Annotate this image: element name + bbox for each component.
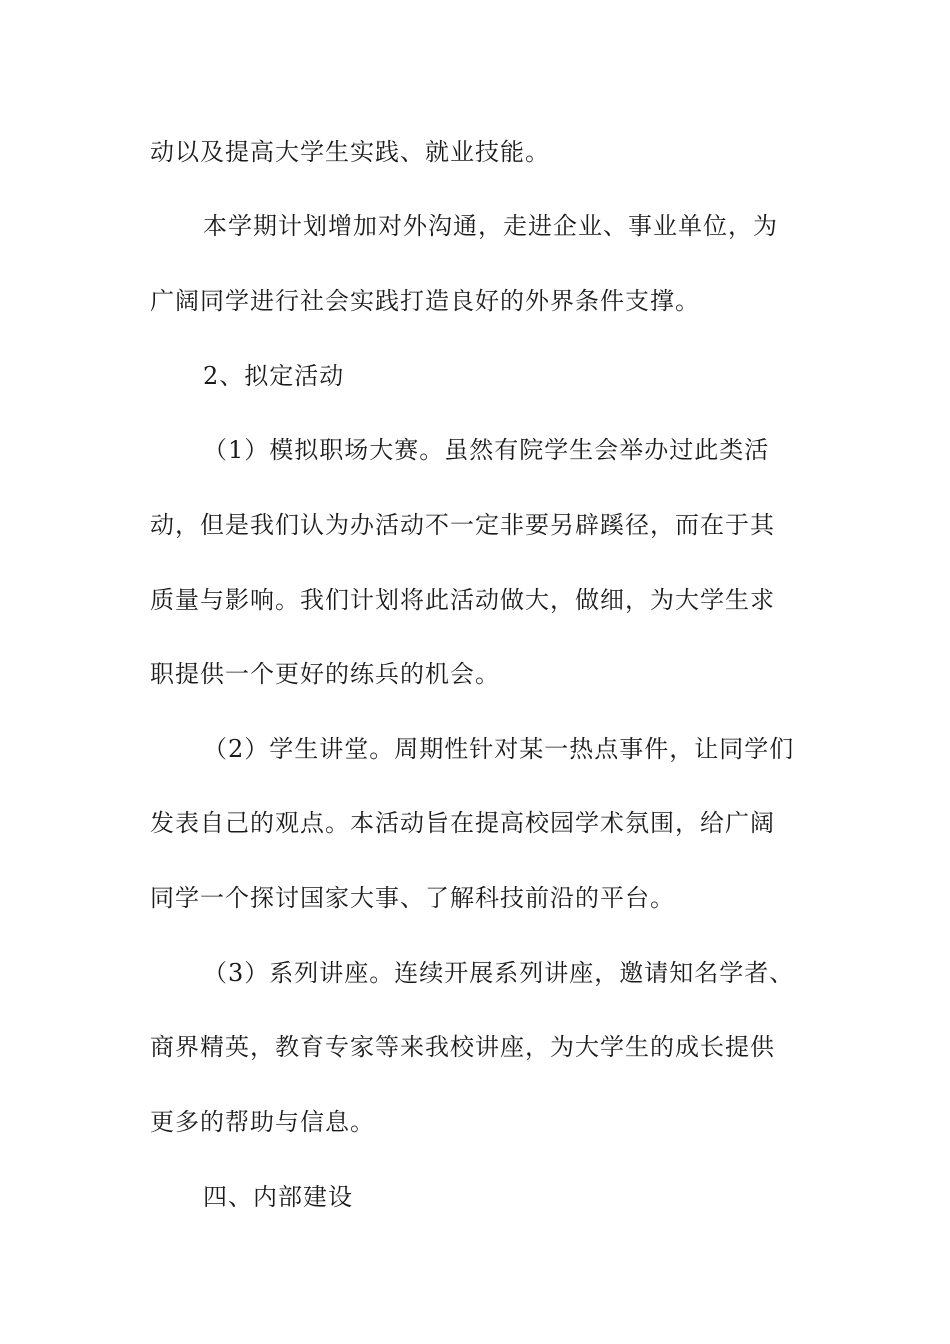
paragraph-line: 广阔同学进行社会实践打造良好的外界条件支撑。 (150, 287, 700, 315)
paragraph-line: 本学期计划增加对外沟通，走进企业、事业单位，为 (203, 212, 778, 240)
paragraph-line: 动，但是我们认为办活动不一定非要另辟蹊径，而在于其 (150, 511, 775, 539)
paragraph-line: 更多的帮助与信息。 (150, 1108, 375, 1136)
section-heading: 四、内部建设 (203, 1183, 353, 1211)
section-heading: 2、拟定活动 (203, 362, 345, 390)
paragraph-line: 商界精英，教育专家等来我校讲座，为大学生的成长提供 (150, 1033, 775, 1061)
paragraph-line: 动以及提高大学生实践、就业技能。 (150, 138, 550, 166)
paragraph-line: 同学一个探讨国家大事、了解科技前沿的平台。 (150, 884, 675, 912)
paragraph-line: 职提供一个更好的练兵的机会。 (150, 660, 500, 688)
paragraph-line: （2）学生讲堂。周期性针对某一热点事件，让同学们 (203, 735, 795, 763)
paragraph-line: 质量与影响。我们计划将此活动做大，做细，为大学生求 (150, 586, 775, 614)
paragraph-line: （1）模拟职场大赛。虽然有院学生会举办过此类活 (203, 436, 770, 464)
paragraph-line: （3）系列讲座。连续开展系列讲座，邀请知名学者、 (203, 959, 795, 987)
paragraph-line: 发表自己的观点。本活动旨在提高校园学术氛围，给广阔 (150, 809, 775, 837)
